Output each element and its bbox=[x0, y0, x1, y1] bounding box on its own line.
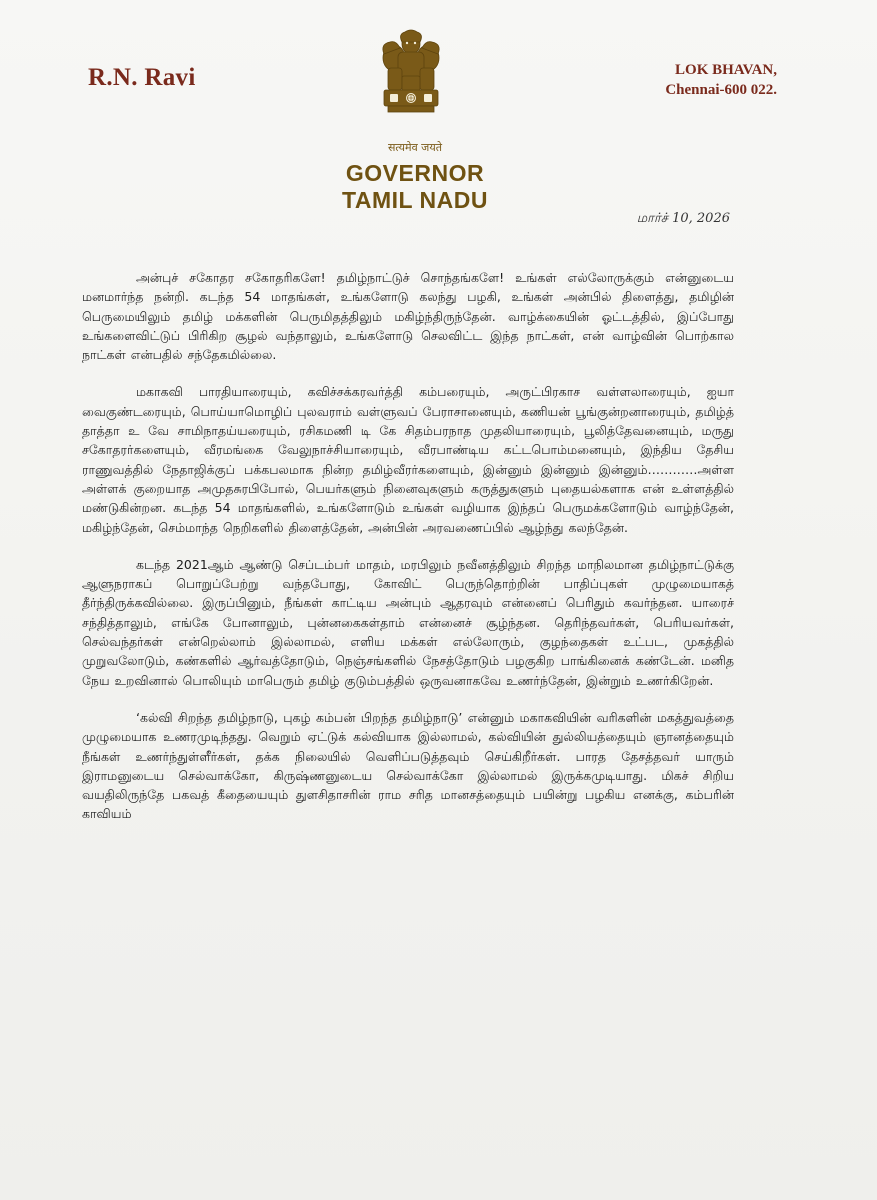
office-title-line-1: GOVERNOR bbox=[345, 160, 485, 186]
office-title bbox=[320, 160, 510, 214]
body-paragraph: ‘கல்வி சிறந்த தமிழ்நாடு, புகழ் கம்பன் பிறந்த தமிழ்நாடு’ என்னும் மகாகவியின் வரிகளின் மகத்துவத்தை முழுமையாக உணரமுடிந்தது. வெறும் ஏட்டுக் கல்வியாக இல்லாமல், கல்வியின் துல்லியத்தையும் ஞானத்தையும் நீங்கள் உணர்ந்துள்ளீர்கள், தக்க நிலையில் வெளிப்படுத்தவும் செய்கிறீர்கள். பாரத தேசத்தவர் யாரும் இராமனுடைய செல்வாக்கோ, கிருஷ்ணனுடைய செல்வாக்கோ இல்லாமல் இருக்கமுடியாது. மிகச் சிறிய வயதிலிருந்தே பகவத் கீதையையும் துளசிதாசரின் ராம சரித மானசத்தையும் பயின்று பழகிய எனக்கு, கம்பரின் காவியம் bbox=[82, 709, 734, 822]
body-paragraph: கடந்த 2021ஆம் ஆண்டு செப்டம்பர் மாதம், மரபிலும் நவீனத்திலும் சிறந்த மாநிலமான தமிழ்நாட்டுக்கு ஆளுநராகப் பொறுப்பேற்று வந்தபோது, கோவிட் பெருந்தொற்றின் பாதிப்புகள் முழுமையாகத் தீர்ந்திருக்கவில்லை. இருப்பினும், நீங்கள் காட்டிய அன்பும் ஆதரவும் என்னைப் பெரிதும் கவர்ந்தன. யாரைச் சந்தித்தாலும், எங்கே போனாலும், புன்னகைகள்தாம் என்னைச் சூழ்ந்தன. தெரிந்தவர்கள், பெரியவர்கள், செல்வந்தர்கள் என்றெல்லாம் இல்லாமல், எளிய மக்கள் எல்லோரும், குழந்தைகள் உட்பட, முகத்தில் முறுவலோடும், கண்களில் ஆர்வத்தோடும், நெஞ்சங்களில் நேசத்தோடும் பழகுகிற பாங்கினைக் கண்டேன். மனித நேய உறவினால் பொலியும் மாபெரும் தமிழ் குடும்பத்தில் ஒருவனாகவே உணர்ந்தேன், இன்றும் உணர்கிறேன். bbox=[82, 556, 734, 688]
address-line-2: Chennai-600 022. bbox=[665, 82, 777, 98]
sender-name: R.N. Ravi bbox=[88, 64, 196, 91]
national-emblem-icon bbox=[378, 28, 444, 146]
address-line-1: LOK BHAVAN, bbox=[675, 62, 777, 78]
letter-body bbox=[82, 268, 734, 842]
office-title-line-2: TAMIL NADU bbox=[342, 187, 488, 213]
letter-date: மார்ச் 10, 2026 bbox=[636, 211, 730, 226]
letterhead-address bbox=[665, 60, 777, 100]
body-paragraph: அன்புச் சகோதர சகோதரிகளே! தமிழ்நாட்டுச் சொந்தங்களே! உங்கள் எல்லோருக்கும் என்னுடைய மனமார்ந்த நன்றி. கடந்த 54 மாதங்கள், உங்களோடு கலந்து பழகி, உங்கள் அன்பில் திளைத்து, தமிழின் பெருமையிலும் தமிழ் மக்களின் பெருமிதத்திலும் மகிழ்ந்திருந்தேன். வாழ்க்கையின் ஓட்டத்தில், இப்போது உங்களைவிட்டுப் பிரிகிற சூழல் வந்தாலும், உங்களோடு செலவிட்ட இந்த நாட்கள், என் வாழ்வின் பொற்கால நாட்கள் என்பதில் சந்தேகமில்லை. bbox=[82, 270, 734, 363]
emblem-motto: सत्यमेव जयते bbox=[387, 141, 442, 154]
body-paragraph: மகாகவி பாரதியாரையும், கவிச்சக்கரவர்த்தி கம்பரையும், அருட்பிரகாச வள்ளலாரையும், ஐயா வைகுண்டரையும், பொய்யாமொழிப் புலவராம் வள்ளுவப் பேராசானையும், கணியன் பூங்குன்றனாரையும், தமிழ்த் தாத்தா உ வே சாமிநாதய்யரையும், ரசிகமணி டி கே சிதம்பரநாத முதலியாரையும், பூலித்தேவனையும், மருது சகோதரர்களையும், வீரமங்கை வேலுநாச்சியாரையும், வீரபாண்டிய கட்டபொம்மனையும், இந்திய தேசிய ராணுவத்தில் நேதாஜிக்குப் பக்கபலமாக நின்ற தமிழ்வீரர்களையும், இன்னும் இன்னும் இன்னும்…………அள்ள அள்ளக் குறையாத அமுதசுரபிபோல், பெயர்களும் நினைவுகளும் கருத்துகளும் புதையல்களாக என் உள்ளத்தில் மண்டுகின்றன. கடந்த 54 மாதங்களில், உங்களோடும் உங்கள் வழியாக இந்தப் பெருமக்களோடும் வாழ்ந்தேன், மகிழ்ந்தேன், செம்மாந்த நெறிகளில் திளைத்தேன், அன்பின் அரவணைப்பில் ஆழ்ந்து கலந்தேன். bbox=[82, 384, 734, 535]
